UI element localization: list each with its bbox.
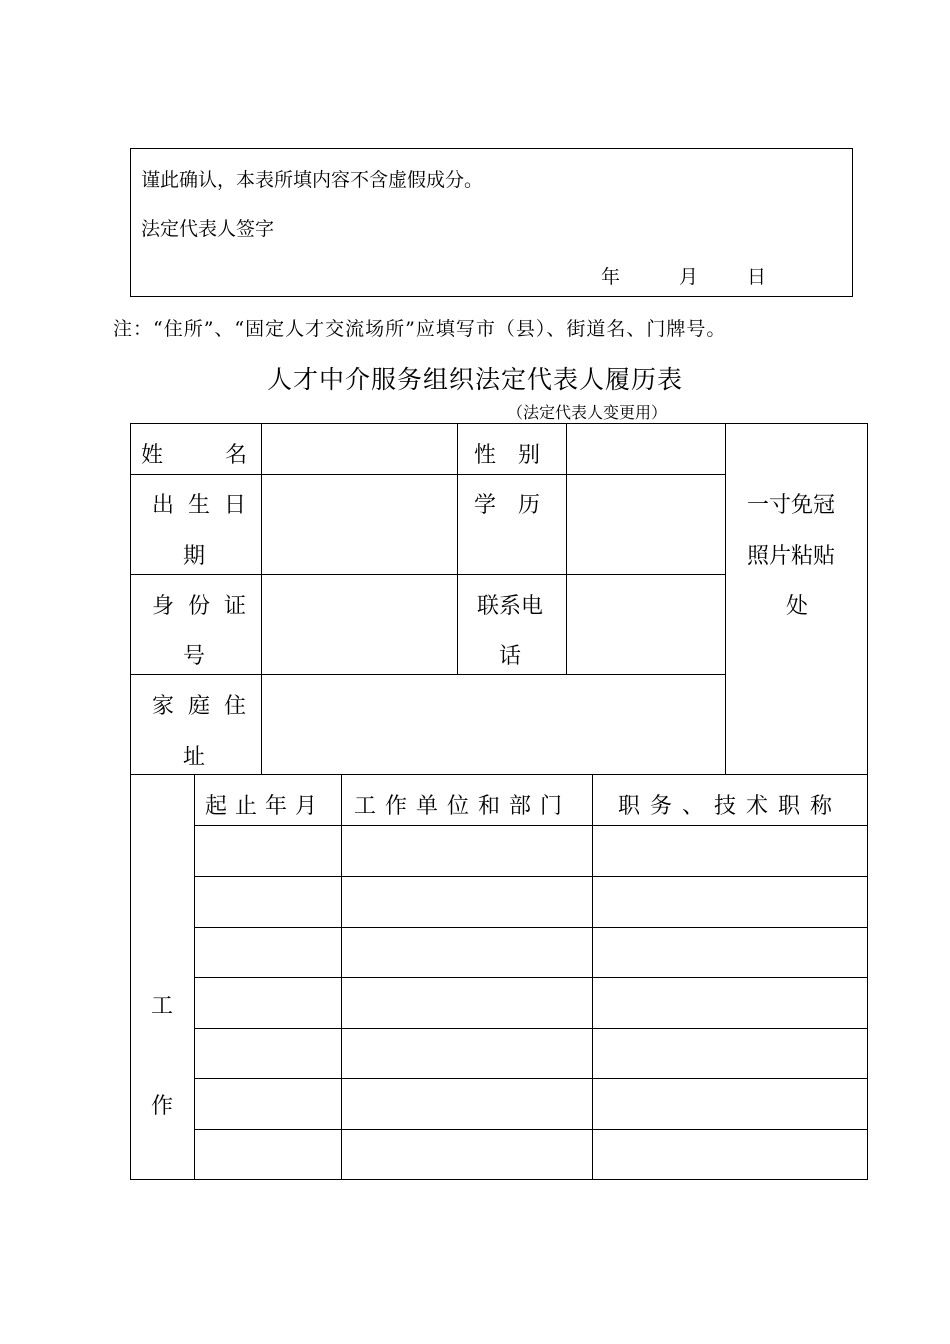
gender-label: 性 别 bbox=[474, 443, 541, 468]
name-label: 名 bbox=[225, 443, 248, 468]
address-note: 注：“住所”、“固定人才交流场所”应填写市（县）、街道名、门牌号。 bbox=[113, 318, 727, 340]
phone-label: 话 bbox=[499, 644, 522, 669]
column-header-unit: 工作单位和部门 bbox=[354, 794, 572, 819]
form-title: 人才中介服务组织法定代表人履历表 bbox=[266, 365, 683, 394]
confirmation-box bbox=[130, 148, 853, 297]
table-rule bbox=[130, 574, 725, 575]
day-label: 日 bbox=[747, 266, 767, 288]
photo-label: 照片粘贴 bbox=[747, 544, 836, 569]
table-rule bbox=[194, 1129, 868, 1130]
confirmation-statement: 谨此确认，本表所填内容不含虚假成分。 bbox=[141, 169, 484, 191]
id-number-label: 号 bbox=[183, 644, 206, 669]
name-label: 姓 bbox=[141, 443, 164, 468]
table-rule bbox=[457, 423, 458, 674]
table-rule bbox=[194, 1078, 868, 1079]
table-rule bbox=[130, 774, 868, 775]
birth-date-label: 期 bbox=[183, 544, 206, 569]
table-rule bbox=[194, 927, 868, 928]
work-label: 作 bbox=[151, 1094, 174, 1119]
phone-label: 联系电 bbox=[477, 594, 544, 619]
photo-label: 一寸免冠 bbox=[747, 493, 836, 518]
photo-label: 处 bbox=[786, 594, 809, 619]
table-rule bbox=[261, 423, 262, 774]
table-rule bbox=[194, 825, 868, 826]
table-rule bbox=[566, 423, 567, 674]
column-header-title: 职务、技术职称 bbox=[618, 794, 843, 819]
birth-date-label: 出生日 bbox=[152, 493, 261, 518]
table-rule bbox=[194, 876, 868, 877]
table-rule bbox=[130, 474, 725, 475]
education-label: 学 历 bbox=[474, 493, 541, 518]
id-number-label: 身份证 bbox=[152, 594, 261, 619]
column-header-period: 起止年月 bbox=[205, 794, 326, 819]
table-rule bbox=[130, 674, 725, 675]
work-label: 工 bbox=[151, 994, 174, 1019]
month-label: 月 bbox=[679, 266, 699, 288]
form-subtitle: （法定代表人变更用） bbox=[507, 403, 668, 422]
table-rule bbox=[725, 423, 726, 774]
table-rule bbox=[194, 1028, 868, 1029]
address-label: 家庭住 bbox=[152, 694, 261, 719]
year-label: 年 bbox=[601, 266, 621, 288]
signature-label: 法定代表人签字 bbox=[141, 218, 275, 240]
table-rule bbox=[194, 977, 868, 978]
address-label: 址 bbox=[183, 745, 206, 770]
